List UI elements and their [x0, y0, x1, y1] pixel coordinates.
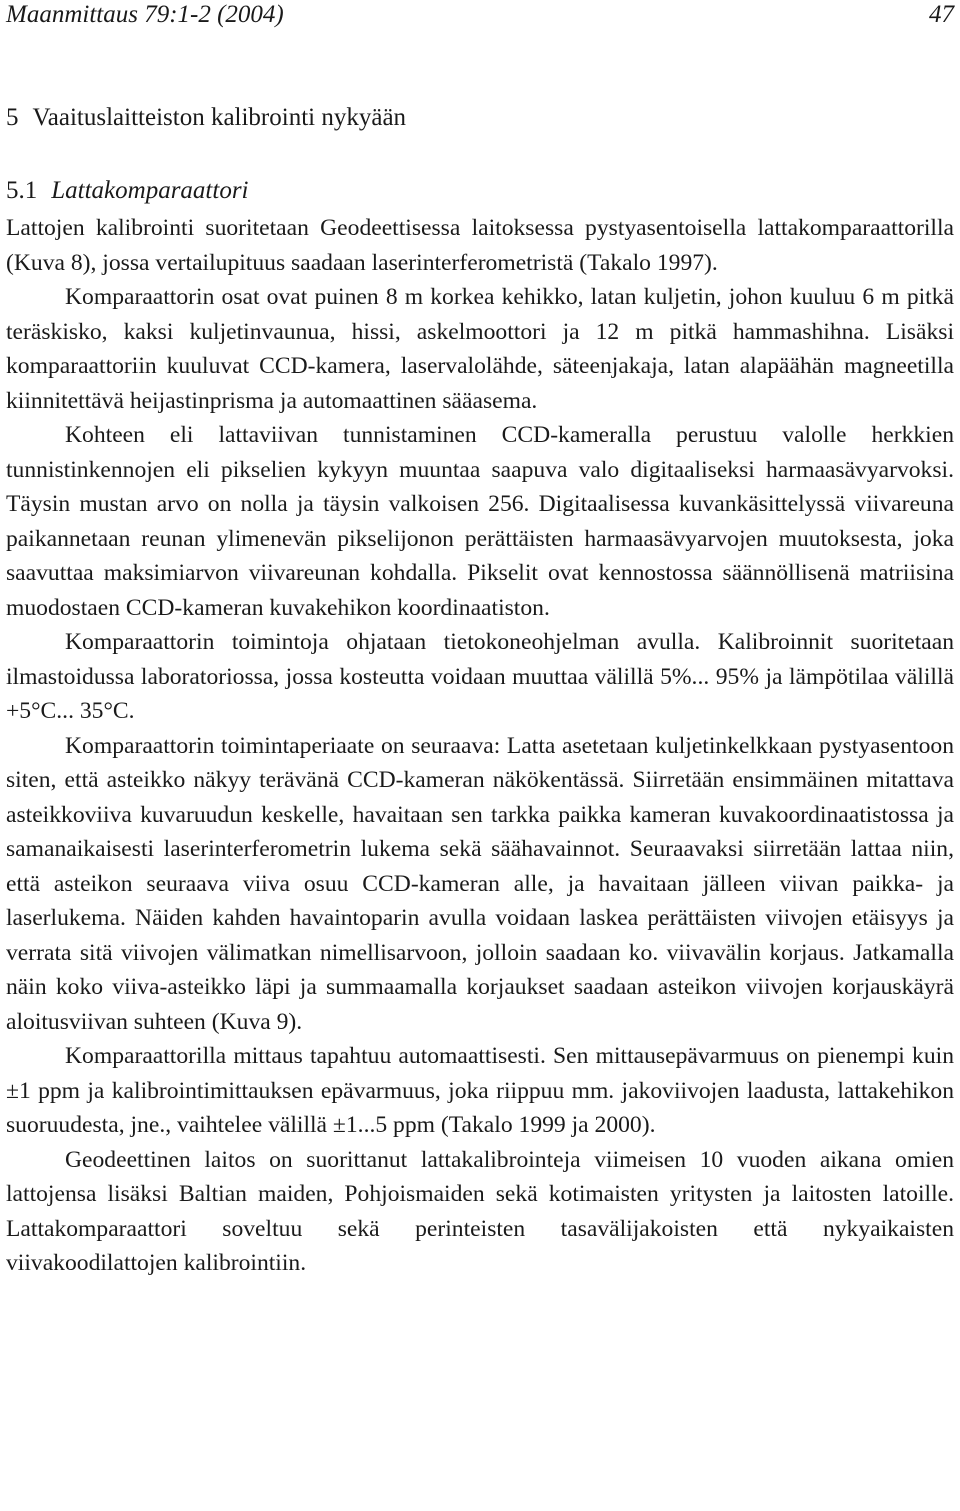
body-text [6, 211, 954, 1281]
paragraph: Lattojen kalibrointi suoritetaan Geodeettisessa laitoksessa pystyasentoisella lattakomparaattorilla (Kuva 8), jossa vertailupituus saadaan laserinterferometristä (Takalo 1997). [6, 215, 954, 276]
subsection-title: Lattakomparaattori [51, 177, 249, 204]
page-number: 47 [929, 1, 954, 28]
subsection-heading [6, 176, 249, 206]
paragraph: Geodeettinen laitos on suorittanut lattakalibrointeja viimeisen 10 vuoden aikana omien lattojensa lisäksi Baltian maiden, Pohjoismaiden sekä kotimaisten yritysten ja laitosten latoille. Lattakomparaattori soveltuu sekä perinteisten tasavälijakoisten että nykyaikaisten viivakoodilattojen kalibrointiin. [6, 1146, 954, 1276]
journal-citation: Maanmittaus 79:1-2 (2004) [6, 1, 284, 28]
paragraph: Kohteen eli lattaviivan tunnistaminen CCD-kameralla perustuu valolle herkkien tunnistinkennojen eli pikselien kykyyn muuntaa saapuva valo digitaaliseksi harmaasävyarvoksi. Täysin mustan arvo on nolla ja täysin valkoisen 256. Digitaalisessa kuvankäsittelyssä viivareuna paikannetaan reunan ylimenevän pikselijonon perättäisten harmaasävyarvojen muutoksesta, joka saavuttaa maksimiarvon viivareunan kohdalla. Pikselit ovat kennostossa säännöllisenä matriisina muodostaen CCD-kameran kuvakehikon koordinaatiston. [6, 422, 954, 621]
paragraph: Komparaattorilla mittaus tapahtuu automaattisesti. Sen mittausepävarmuus on pienempi kuin ±1 ppm ja kalibrointimittauksen epävarmuus, joka riippuu mm. jakoviivojen laadusta, lattakehikon suoruudesta, jne., vaihtelee välillä ±1...5 ppm (Takalo 1999 ja 2000). [6, 1043, 954, 1138]
running-header [6, 0, 954, 30]
paragraph: Komparaattorin toimintaperiaate on seuraava: Latta asetetaan kuljetinkelkkaan pystyasentoon siten, että asteikko näkyy terävänä CCD-kameran näkökentässä. Siirretään ensimmäinen mitattava asteikkoviiva kuvaruudun keskelle, havaitaan sen tarkka paikka kameran kuvakoordinaatistossa ja samanaikaisesti laserinterferometrin lukema sekä säähavainnot. Seuraavaksi siirretään lattaa niin, että asteikon seuraava viiva osuu CCD-kameran alle, ja havaitaan jälleen viivan paikka- ja laserlukema. Näiden kahden havaintoparin avulla voidaan laskea perättäisten viivojen etäisyys ja verrata sitä viivojen välimatkan nimellisarvoon, jolloin saadaan ko. viivavälin korjaus. Jatkamalla näin koko viiva-asteikko läpi ja summaamalla korjaukset saadaan asteikon viivojen korjauskäyrä aloitusviivan suhteen (Kuva 9). [6, 732, 954, 1035]
section-title: Vaaituslaitteiston kalibrointi nykyään [32, 104, 407, 131]
section-heading [6, 103, 406, 133]
paragraph: Komparaattorin toimintoja ohjataan tietokoneohjelman avulla. Kalibroinnit suoritetaan ilmastoidussa laboratoriossa, jossa kosteutta voidaan muuttaa välillä 5%... 95% ja lämpötilaa välillä +5°C... 35°C. [6, 629, 954, 724]
document-page [6, 0, 954, 1276]
section-number: 5 [6, 104, 19, 131]
paragraph: Komparaattorin osat ovat puinen 8 m korkea kehikko, latan kuljetin, johon kuuluu 6 m pitkä teräskisko, kaksi kuljetinvaunua, hissi, askelmoottori ja 12 m pitkä hammashihna. Lisäksi komparaattoriin kuuluvat CCD-kamera, laservalolähde, säteenjakaja, latan alapäähän magneetilla kiinnitettävä heijastinprisma ja automaattinen sääasema. [6, 284, 954, 414]
subsection-number: 5.1 [6, 177, 38, 204]
